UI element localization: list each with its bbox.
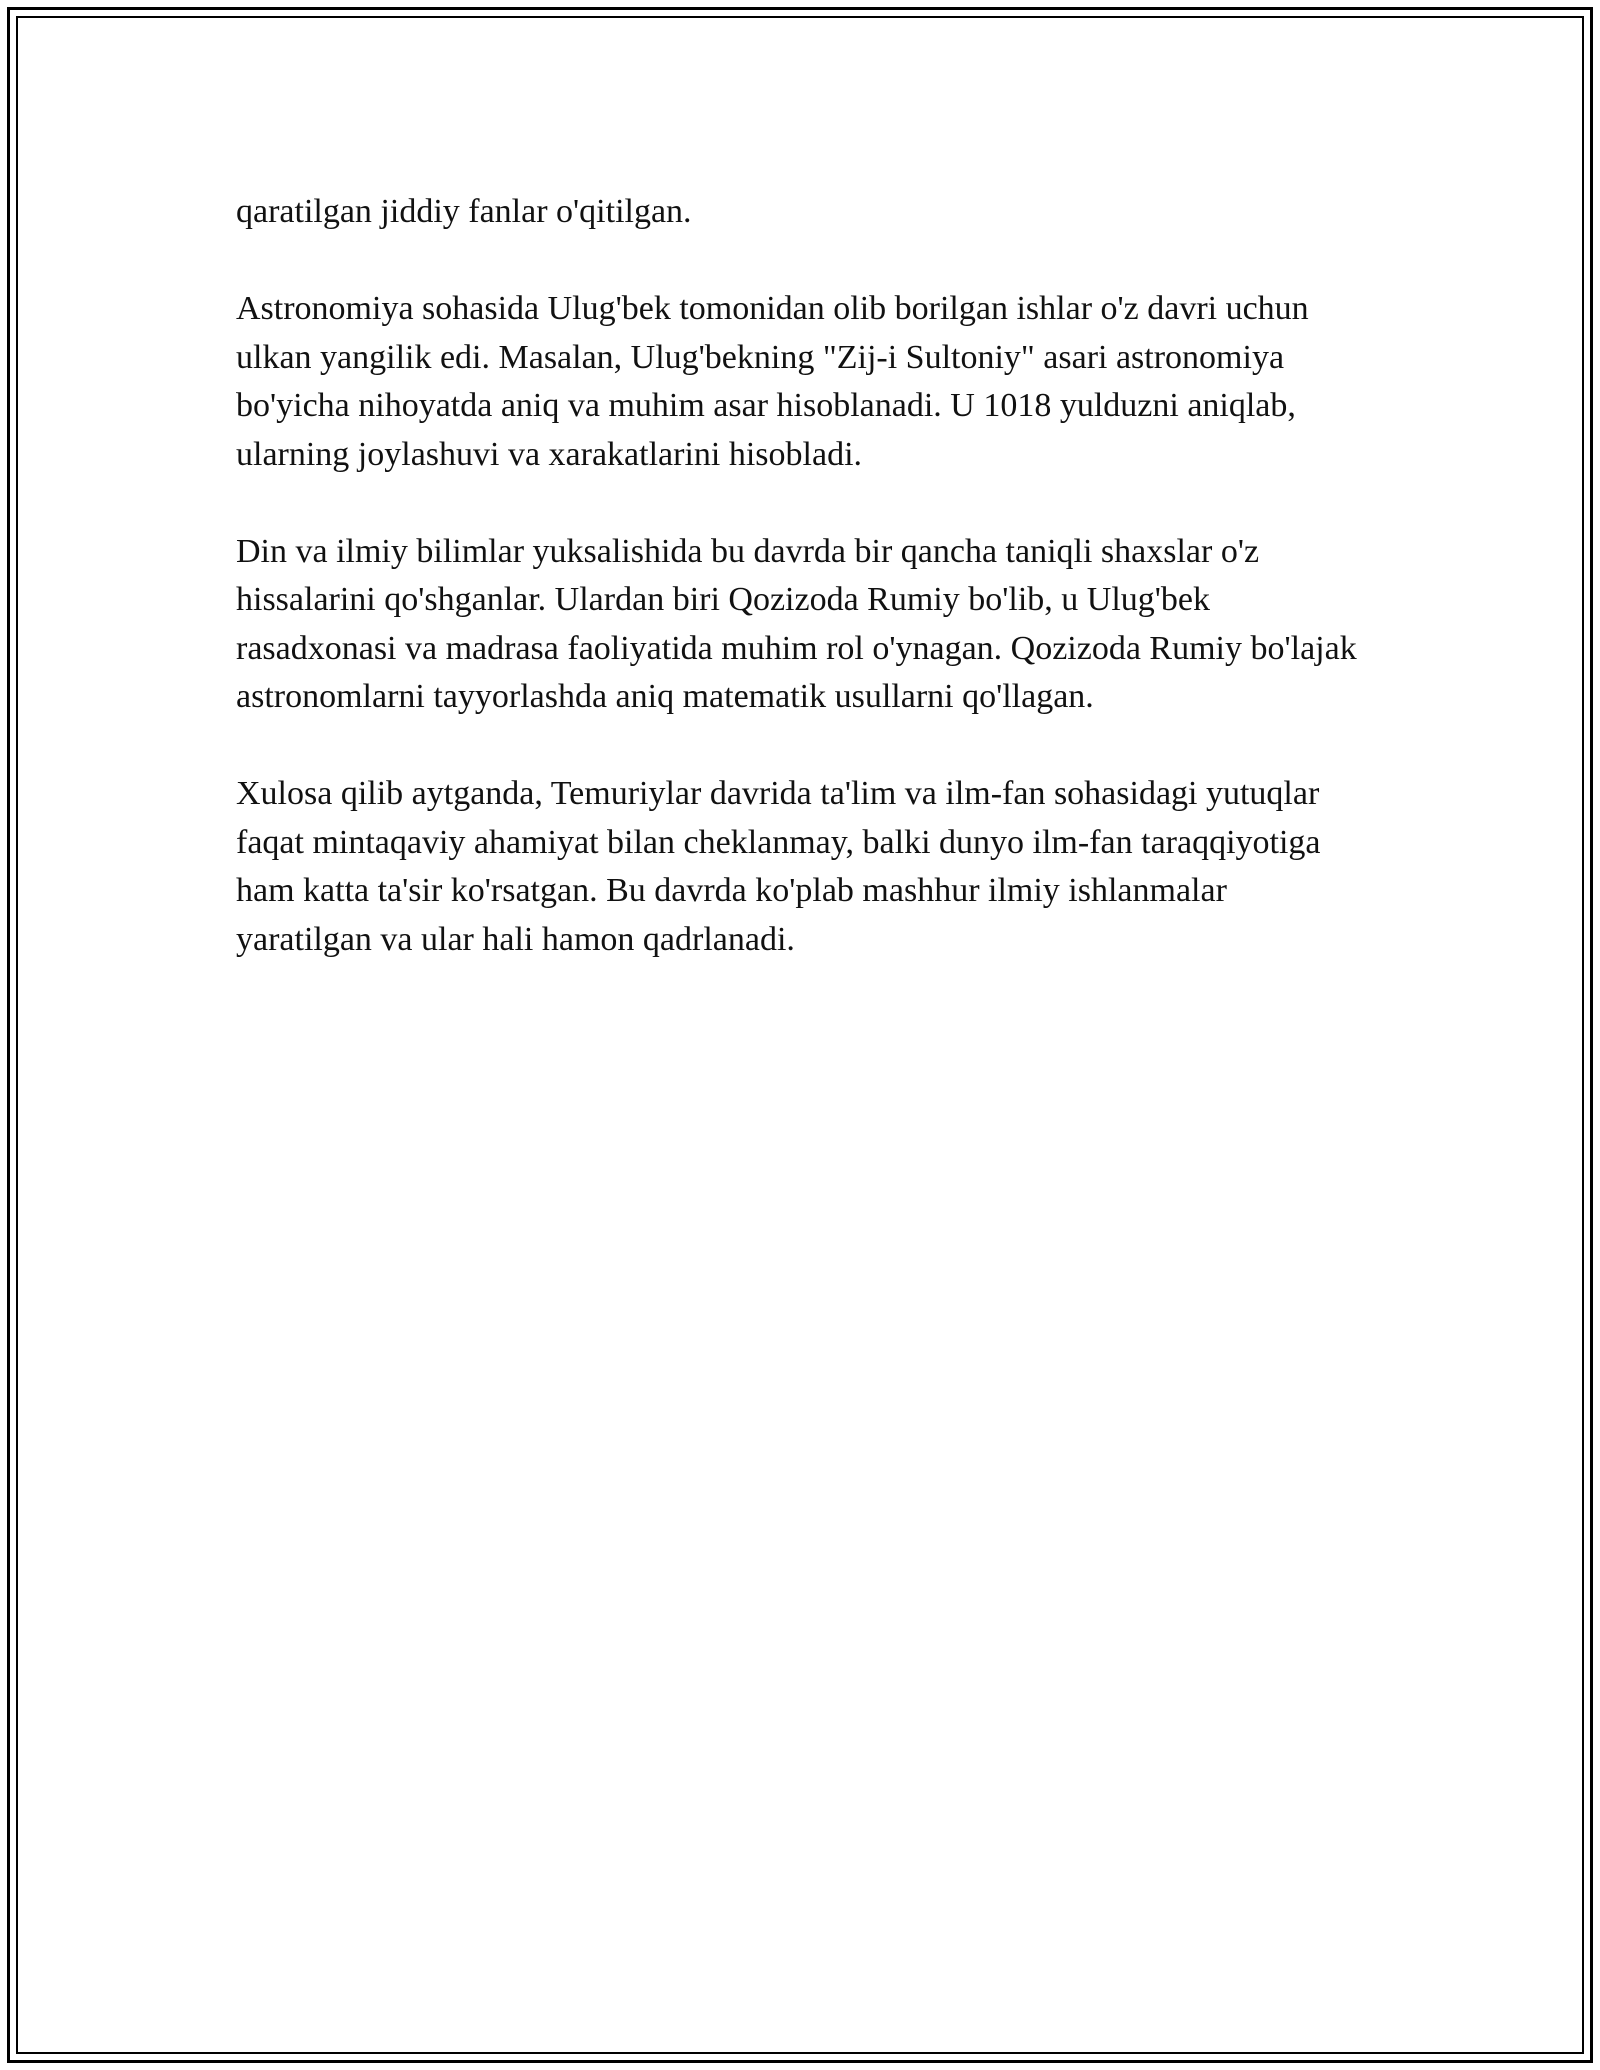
paragraph-religion-science: Din va ilmiy bilimlar yuksalishida bu davrda bir qancha taniqli shaxslar o'z hissalarini qo'shganlar. Ulardan biri Qozizoda Rumiy bo'lib, u Ulug'bek rasadxonasi va madrasa faoliyatida muhim rol o'ynagan. Qozizoda Rumiy bo'lajak astronomlarni tayyorlashda aniq matematik usullarni qo'llagan.: [236, 532, 1357, 715]
paragraph-continuation: qaratilgan jiddiy fanlar o'qitilgan.: [236, 193, 692, 230]
paragraph-conclusion: Xulosa qilib aytganda, Temuriylar davrida ta'lim va ilm-fan sohasidagi yutuqlar faqat mintaqaviy ahamiyat bilan cheklanmay, balki dunyo ilm-fan taraqqiyotiga ham katta ta'sir ko'rsatgan. Bu davrda ko'plab mashhur ilmiy ishlanmalar yaratilgan va ular hali hamon qadrlanadi.: [236, 775, 1321, 958]
paragraph-astronomy: Astronomiya sohasida Ulug'bek tomonidan olib borilgan ishlar o'z davri uchun ulkan yangilik edi. Masalan, Ulug'bekning "Zij-i Sultoniy" asari astronomiya bo'yicha nihoyatda aniq va muhim asar hisoblanadi. U 1018 yulduzni aniqlab, ularning joylashuvi va xarakatlarini hisobladi.: [236, 290, 1309, 473]
document-body: [236, 188, 1366, 1013]
